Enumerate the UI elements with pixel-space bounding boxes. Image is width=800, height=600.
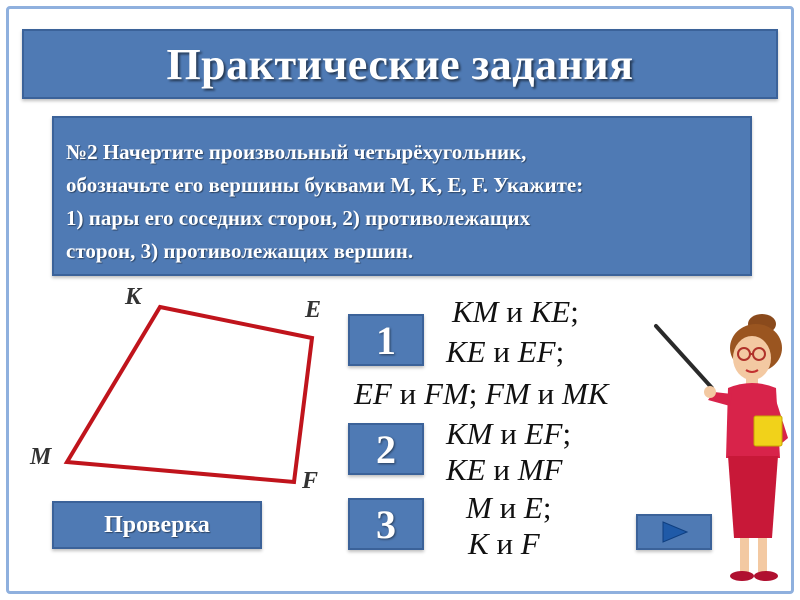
answer-conj: и (493, 452, 510, 487)
answer-line (446, 416, 571, 452)
answer-term: EF (517, 334, 556, 369)
answer-term: MF (517, 452, 563, 487)
answer-term: KM (446, 416, 493, 451)
answer-term: KE (446, 334, 486, 369)
answer-1-button[interactable]: 1 (348, 314, 424, 366)
task-box (52, 116, 752, 276)
answer-punct: ; (468, 376, 478, 411)
answer-punct: ; (570, 294, 579, 329)
answer-term: FM (423, 376, 469, 411)
vertex-label-k: К (125, 284, 142, 310)
answer-term: KE (446, 452, 486, 487)
pointer-stick (656, 326, 712, 388)
answer-term: EF (354, 376, 392, 411)
check-button[interactable]: Проверка (52, 501, 262, 549)
answer-punct: ; (562, 416, 572, 451)
task-line: обозначьте его вершины буквами М, K, Е, F. Укажите: (66, 173, 584, 197)
answer-line (446, 452, 562, 488)
answer-line (452, 294, 579, 330)
answer-conj: и (506, 294, 523, 329)
title-bar (22, 29, 778, 99)
answer-punct: ; (555, 334, 565, 369)
task-line: №2 Начертите произвольный четырёхугольник, (66, 140, 527, 164)
answer-conj: и (496, 526, 514, 561)
answer-conj: и (493, 334, 510, 369)
answer-2-button[interactable]: 2 (348, 423, 424, 475)
answer-term: EF (524, 416, 563, 451)
answer-line (354, 376, 608, 412)
answer-punct: ; (542, 490, 552, 525)
answer-line (446, 334, 564, 370)
answer-term: K (468, 526, 489, 561)
answer-conj: и (500, 416, 517, 451)
answer-term: M (466, 490, 492, 525)
answer-term: KE (530, 294, 571, 329)
answer-term: F (520, 526, 540, 561)
answer-3-button[interactable]: 3 (348, 498, 424, 550)
task-line: 1) пары его соседних сторон, 2) противолежащих (66, 206, 531, 230)
task-line: сторон, 3) противолежащих вершин. (66, 239, 414, 263)
answer-line (468, 526, 540, 562)
vertex-label-e: Е (305, 297, 322, 323)
answer-conj: и (399, 376, 417, 411)
answer-term: MK (561, 376, 609, 411)
vertex-label-m: М (30, 444, 52, 470)
page-title: Практические задания (166, 39, 634, 89)
answer-term: E (523, 490, 543, 525)
answer-conj: и (499, 490, 517, 525)
answer-line (466, 490, 551, 526)
teacher-illustration (648, 308, 800, 588)
answer-term: FM (485, 376, 530, 411)
vertex-label-f: F (302, 468, 319, 494)
answer-term: KM (452, 294, 499, 329)
answer-conj: и (537, 376, 555, 411)
